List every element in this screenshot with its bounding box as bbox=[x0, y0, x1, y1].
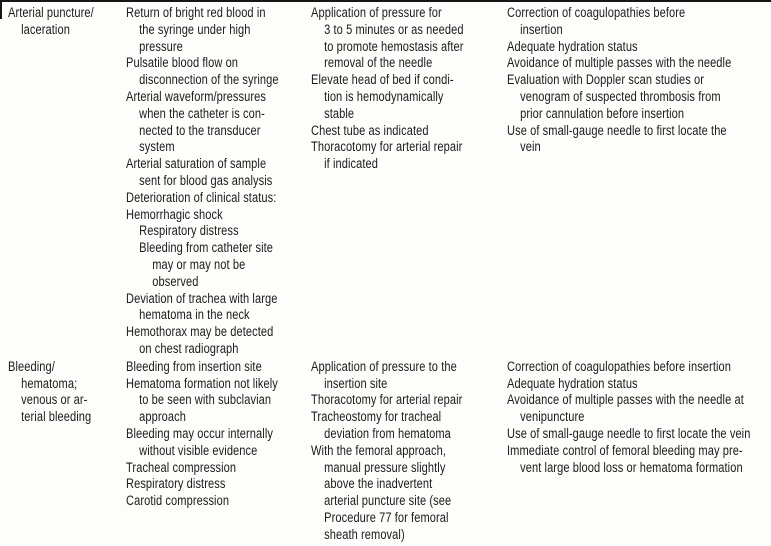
text-line: Arterial puncture/ bbox=[8, 5, 94, 20]
text-line: Deviation of trachea with large bbox=[126, 290, 278, 306]
text-line: Respiratory distress bbox=[139, 223, 239, 239]
text-line: Deterioration of clinical status: bbox=[126, 189, 277, 205]
text-line: Bleeding may occur internally bbox=[126, 425, 273, 441]
cell-complication bbox=[8, 5, 126, 358]
text-line: Return of bright red blood in bbox=[126, 5, 266, 20]
table-top-border bbox=[0, 0, 771, 2]
text-line: insertion site bbox=[324, 375, 388, 391]
text-line: Thoracotomy for arterial repair bbox=[311, 139, 463, 155]
text-line: may or may not be bbox=[152, 256, 246, 272]
cell-treatment bbox=[311, 5, 507, 358]
treatment-text bbox=[311, 359, 507, 544]
complication-text bbox=[8, 5, 126, 39]
cell-complication bbox=[8, 359, 126, 544]
text-line: Bleeding from catheter site bbox=[139, 240, 274, 256]
text-line: Use of small-gauge needle to first locate the bbox=[507, 122, 727, 138]
text-line: Hemothorax may be detected bbox=[126, 324, 274, 340]
text-line: stable bbox=[324, 105, 355, 121]
text-line: Avoidance of multiple passes with the needle at bbox=[507, 392, 744, 408]
prevention-text bbox=[507, 5, 771, 156]
text-line: Immediate control of femoral bleeding may pre- bbox=[507, 442, 743, 458]
text-line: Arterial saturation of sample bbox=[126, 156, 267, 172]
text-line: pressure bbox=[139, 38, 183, 54]
text-line: Pulsatile blood flow on bbox=[126, 55, 239, 71]
text-line: Chest tube as indicated bbox=[311, 122, 429, 138]
cell-treatment bbox=[311, 359, 507, 544]
text-line: system bbox=[139, 139, 175, 155]
text-line: Application of pressure to the bbox=[311, 358, 457, 374]
text-line: terial bleeding bbox=[21, 409, 92, 425]
text-line: Evaluation with Doppler scan studies or bbox=[507, 72, 705, 88]
text-line: to promote hemostasis after bbox=[324, 38, 464, 54]
text-line: sheath removal) bbox=[324, 526, 405, 542]
text-line: 3 to 5 minutes or as needed bbox=[324, 21, 464, 37]
text-line: Avoidance of multiple passes with the needle bbox=[507, 55, 732, 71]
text-line: prior cannulation before insertion bbox=[520, 105, 685, 121]
table-left-edge-mark bbox=[0, 0, 2, 19]
text-line: Elevate head of bed if condi- bbox=[311, 72, 454, 88]
text-line: Arterial waveform/pressures bbox=[126, 88, 267, 104]
text-line: With the femoral approach, bbox=[311, 442, 447, 458]
text-line: Carotid compression bbox=[126, 493, 230, 509]
text-line: Correction of coagulopathies before insertion bbox=[507, 358, 732, 374]
text-line: above the inadvertent bbox=[324, 476, 433, 492]
text-line: the syringe under high bbox=[139, 21, 251, 37]
prevention-text bbox=[507, 359, 771, 477]
text-line: Hemorrhagic shock bbox=[126, 206, 223, 222]
text-line: Bleeding from insertion site bbox=[126, 358, 262, 374]
text-line: Adequate hydration status bbox=[507, 375, 638, 391]
text-line: Tracheal compression bbox=[126, 459, 237, 475]
text-line: Respiratory distress bbox=[126, 476, 226, 492]
text-line: removal of the needle bbox=[324, 55, 433, 71]
text-line: vein bbox=[520, 139, 541, 155]
text-line: Thoracotomy for arterial repair bbox=[311, 392, 463, 408]
text-line: tion is hemodynamically bbox=[324, 88, 444, 104]
text-line: to be seen with subclavian bbox=[139, 392, 272, 408]
text-line: observed bbox=[152, 273, 199, 289]
text-line: Tracheostomy for tracheal bbox=[311, 409, 442, 425]
text-line: if indicated bbox=[324, 156, 379, 172]
text-line: insertion bbox=[520, 21, 563, 37]
cell-prevention bbox=[507, 5, 771, 358]
text-line: disconnection of the syringe bbox=[139, 72, 279, 88]
cell-prevention bbox=[507, 359, 771, 544]
text-line: when the catheter is con- bbox=[139, 105, 265, 121]
text-line: sent for blood gas analysis bbox=[139, 172, 273, 188]
text-line: vent large blood loss or hematoma formation bbox=[520, 459, 743, 475]
text-line: Use of small-gauge needle to first locate the vein bbox=[507, 425, 751, 441]
signs-text bbox=[126, 359, 311, 510]
cell-signs-symptoms bbox=[126, 5, 311, 358]
text-line: Bleeding/ bbox=[8, 358, 55, 374]
text-line: without visible evidence bbox=[139, 442, 258, 458]
text-line: hematoma; bbox=[21, 375, 78, 391]
text-line: Adequate hydration status bbox=[507, 38, 638, 54]
text-line: manual pressure slightly bbox=[324, 459, 446, 475]
cell-signs-symptoms bbox=[126, 359, 311, 544]
text-line: arterial puncture site (see bbox=[324, 493, 452, 509]
text-line: deviation from hematoma bbox=[324, 425, 451, 441]
complication-text bbox=[8, 359, 126, 426]
signs-text bbox=[126, 5, 311, 358]
text-line: nected to the transducer bbox=[139, 122, 261, 138]
text-line: approach bbox=[139, 409, 186, 425]
text-line: on chest radiograph bbox=[139, 340, 239, 356]
text-line: laceration bbox=[21, 21, 70, 37]
text-line: Correction of coagulopathies before bbox=[507, 5, 686, 20]
text-line: hematoma in the neck bbox=[139, 307, 250, 323]
treatment-text bbox=[311, 5, 507, 173]
text-line: venipuncture bbox=[520, 409, 585, 425]
text-line: venogram of suspected thrombosis from bbox=[520, 88, 721, 104]
text-line: Application of pressure for bbox=[311, 5, 442, 20]
text-line: Hematoma formation not likely bbox=[126, 375, 278, 391]
text-line: Procedure 77 for femoral bbox=[324, 509, 449, 525]
text-line: venous or ar- bbox=[21, 392, 88, 408]
